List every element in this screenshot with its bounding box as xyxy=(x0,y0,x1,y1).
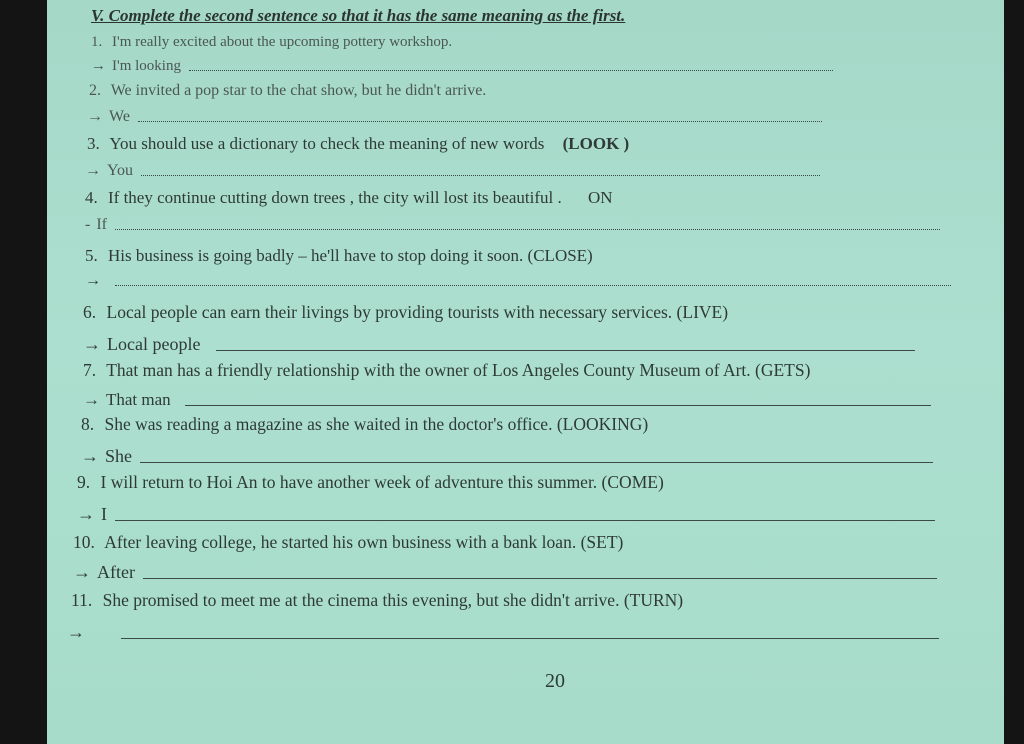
question-2 xyxy=(89,82,486,100)
answer-prompt: I xyxy=(101,504,107,524)
arrow-icon: → xyxy=(85,162,101,179)
question-number: 6. xyxy=(83,302,97,322)
answer-row-8 xyxy=(81,446,933,467)
question-number: 2. xyxy=(89,82,101,99)
question-6 xyxy=(83,302,728,323)
page-number: 20 xyxy=(545,670,565,692)
keyword: (LOOK ) xyxy=(562,134,630,153)
question-text: You should use a dictionary to check the meaning of new words xyxy=(109,134,545,153)
question-number: 3. xyxy=(87,134,100,153)
answer-blank[interactable] xyxy=(141,175,820,176)
question-7 xyxy=(83,360,810,381)
answer-prompt: We xyxy=(109,108,130,125)
question-text: We invited a pop star to the chat show, but he didn't arrive. xyxy=(110,82,487,99)
question-number: 10. xyxy=(73,532,95,552)
answer-row-6 xyxy=(83,334,915,355)
arrow-icon: → xyxy=(85,272,101,289)
answer-row-4 xyxy=(85,216,940,234)
answer-row-3 xyxy=(85,162,820,180)
question-9 xyxy=(77,472,664,493)
question-5 xyxy=(85,246,593,266)
answer-blank[interactable] xyxy=(140,462,933,463)
question-4 xyxy=(85,188,613,208)
question-text: That man has a friendly relationship with the owner of Los Angeles County Museum of Art. (GETS) xyxy=(106,360,811,380)
answer-blank[interactable] xyxy=(143,578,937,579)
question-8 xyxy=(81,414,648,435)
question-text: She promised to meet me at the cinema this evening, but she didn't arrive. (TURN) xyxy=(102,590,684,610)
arrow-icon: → xyxy=(83,390,100,409)
answer-blank[interactable] xyxy=(185,405,931,406)
question-text: I will return to Hoi An to have another week of adventure this summer. (COME) xyxy=(100,472,664,492)
question-text: I'm really excited about the upcoming pottery workshop. xyxy=(112,34,453,50)
question-text: After leaving college, he started his own business with a bank loan. (SET) xyxy=(104,532,624,552)
answer-prompt: After xyxy=(97,562,135,582)
answer-row-9 xyxy=(77,504,935,525)
answer-prompt: Local people xyxy=(107,334,201,354)
answer-row-2 xyxy=(87,108,822,126)
answer-row-10 xyxy=(73,562,937,583)
question-10 xyxy=(73,532,623,553)
answer-blank[interactable] xyxy=(115,285,951,286)
answer-blank[interactable] xyxy=(216,350,915,351)
question-number: 5. xyxy=(85,246,98,265)
answer-prompt: If xyxy=(96,216,107,233)
question-number: 4. xyxy=(85,188,98,207)
arrow-icon: → xyxy=(83,334,101,354)
exercise-title: V. Complete the second sentence so that it has the same meaning as the first. xyxy=(91,6,626,25)
arrow-icon: → xyxy=(91,58,106,74)
answer-row-5 xyxy=(85,272,951,290)
keyword: ON xyxy=(587,188,613,207)
answer-row-11 xyxy=(67,622,939,643)
question-number: 1. xyxy=(91,34,103,50)
question-text: If they continue cutting down trees , the city will lost its beautiful . xyxy=(108,188,562,207)
answer-row-1 xyxy=(91,58,833,75)
arrow-icon: → xyxy=(81,446,99,466)
answer-prompt: That man xyxy=(106,390,171,409)
answer-prompt: She xyxy=(105,446,132,466)
arrow-icon: → xyxy=(67,622,85,642)
question-text: Local people can earn their livings by providing tourists with necessary services. (LIVE) xyxy=(106,302,729,322)
answer-blank[interactable] xyxy=(189,70,833,71)
answer-blank[interactable] xyxy=(115,520,935,521)
arrow-icon: → xyxy=(87,108,103,125)
answer-prompt: I'm looking xyxy=(112,58,181,74)
question-3 xyxy=(87,134,629,154)
question-number: 11. xyxy=(71,590,93,610)
answer-blank[interactable] xyxy=(121,638,939,639)
arrow-icon: - xyxy=(85,216,91,233)
answer-prompt: You xyxy=(107,162,133,179)
question-number: 8. xyxy=(81,414,95,434)
arrow-icon: → xyxy=(77,504,95,524)
answer-blank[interactable] xyxy=(138,121,822,122)
answer-row-7 xyxy=(83,390,931,410)
question-text: She was reading a magazine as she waited in the doctor's office. (LOOKING) xyxy=(104,414,649,434)
question-1 xyxy=(91,34,452,51)
question-number: 9. xyxy=(77,472,91,492)
question-text: His business is going badly – he'll have to stop doing it soon. (CLOSE) xyxy=(108,246,593,265)
worksheet-page xyxy=(47,0,1004,744)
question-number: 7. xyxy=(83,360,97,380)
arrow-icon: → xyxy=(73,562,91,582)
answer-blank[interactable] xyxy=(115,229,940,230)
question-11 xyxy=(71,590,683,611)
